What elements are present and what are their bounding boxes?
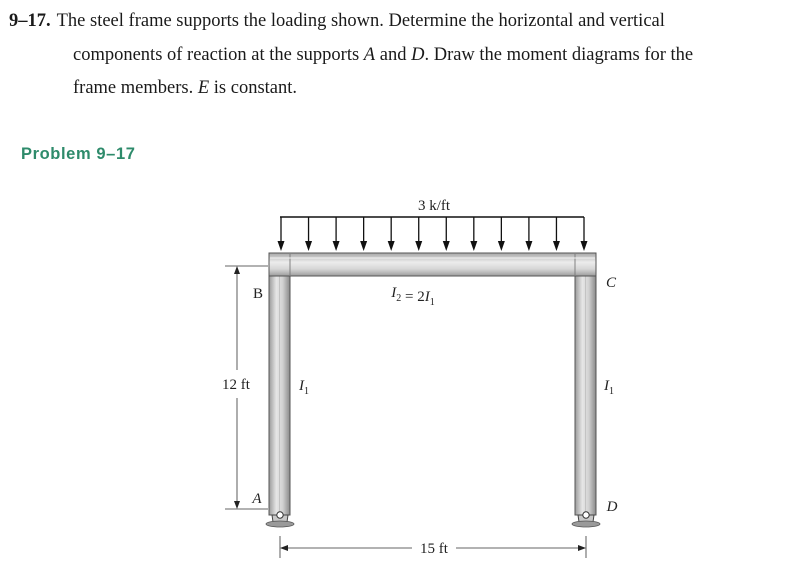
problem-text-line-2c: . Draw the moment diagrams for the [424,44,694,65]
span-dimension-label: 15 ft [420,541,448,557]
modulus-e-ref: E [197,78,210,98]
right-column [575,275,596,515]
beam-inertia-label: $I_2 = 2I_1$ [391,285,435,308]
load-arrow-head [305,241,312,251]
support-a-ref: A [363,44,376,65]
problem-text-line-2a: components of reaction at the supports [73,44,364,65]
problem-number: 9–17. [9,11,51,31]
height-dimension-label: 12 ft [222,377,250,393]
load-arrow-head [388,241,395,251]
load-label: 3 k/ft [417,198,451,214]
load-arrow-head [278,241,285,251]
problem-text-line-2b: and [375,44,412,65]
problem-text-line-1: The steel frame supports the loading shown. Determine the horizontal and vertical [56,11,665,31]
top-beam [269,253,596,276]
load-arrow-head [360,241,367,251]
right-column-inertia-label: $I_1$ [604,378,614,397]
point-c-label: C [605,275,617,291]
problem-text-line-3a: frame members. [73,78,198,98]
load-arrow-head [525,241,532,251]
load-arrow-head [333,241,340,251]
load-arrow-head [470,241,477,251]
load-arrow-head [553,241,560,251]
support-d-ref: D [411,44,425,65]
load-arrow-head [581,241,588,251]
load-arrow-head [443,241,450,251]
left-column-inertia-label: $I_1$ [299,378,309,397]
point-b-label: B [252,286,264,302]
left-column [269,275,290,515]
problem-text-line-3b: is constant. [209,78,298,98]
load-arrow-head [498,241,505,251]
distributed-load [278,217,588,251]
point-a-label: A [252,491,262,507]
point-d-label: D [606,499,618,515]
load-arrow-head [415,241,422,251]
problem-label: Problem 9–17 [21,145,136,163]
